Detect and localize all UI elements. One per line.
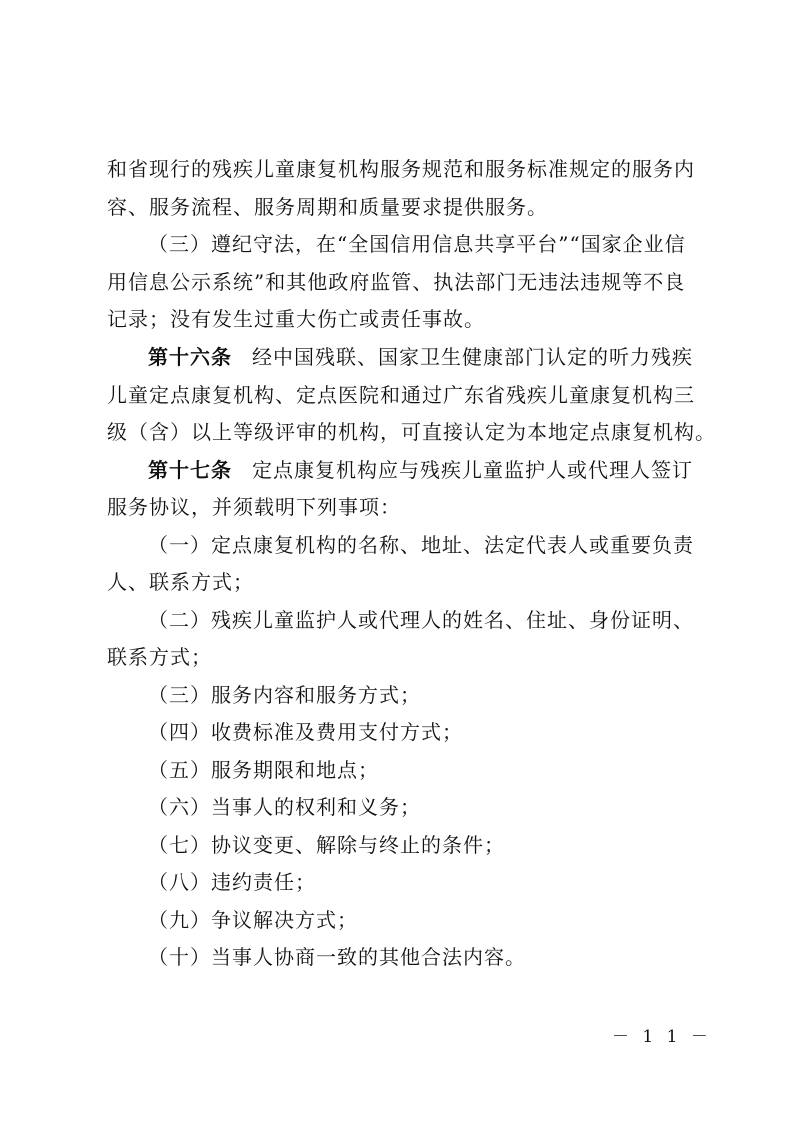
- list-item: （六）当事人的权利和义务；: [148, 795, 421, 819]
- text-line: （三）遵纪守法，在“全国信用信息共享平台”“国家企业信: [148, 232, 686, 256]
- text-line: 服务协议，并须载明下列事项：: [107, 495, 401, 519]
- list-item: （十）当事人协商一致的其他合法内容。: [148, 945, 526, 969]
- list-item: （四）收费标准及费用支付方式；: [148, 720, 463, 744]
- article-17-heading: 第十七条: [148, 458, 232, 482]
- list-item: （七）协议变更、解除与终止的条件；: [148, 833, 505, 857]
- text-line: 容、服务流程、服务周期和质量要求提供服务。: [107, 195, 548, 219]
- list-item: （三）服务内容和服务方式；: [148, 683, 421, 707]
- article-16-heading: 第十六条: [148, 345, 232, 369]
- text-line: 联系方式；: [107, 645, 212, 669]
- list-item: （八）违约责任；: [148, 870, 316, 894]
- text-line: 记录；没有发生过重大伤亡或责任事故。: [107, 307, 485, 331]
- list-item: （五）服务期限和地点；: [148, 758, 379, 782]
- text-line: 人、联系方式；: [107, 570, 254, 594]
- text-line: 和省现行的残疾儿童康复机构服务规范和服务标准规定的服务内: [107, 157, 695, 181]
- text-line: 儿童定点康复机构、定点医院和通过广东省残疾儿童康复机构三: [107, 383, 695, 407]
- article-17-paragraph: [148, 458, 693, 482]
- text-line: 经中国残联、国家卫生健康部门认定的听力残疾: [252, 345, 693, 369]
- page-number: － 1 1 －: [612, 1027, 712, 1047]
- list-item: （二）残疾儿童监护人或代理人的姓名、住址、身份证明、: [148, 608, 694, 632]
- list-item: （九）争议解决方式；: [148, 908, 358, 932]
- text-line: 级（含）以上等级评审的机构，可直接认定为本地定点康复机构。: [107, 420, 716, 444]
- text-line: 用信息公示系统”和其他政府监管、执法部门无违法违规等不良: [107, 270, 686, 294]
- list-item: （一）定点康复机构的名称、地址、法定代表人或重要负责: [148, 533, 694, 557]
- article-16-paragraph: [148, 345, 693, 369]
- text-line: 定点康复机构应与残疾儿童监护人或代理人签订: [252, 458, 693, 482]
